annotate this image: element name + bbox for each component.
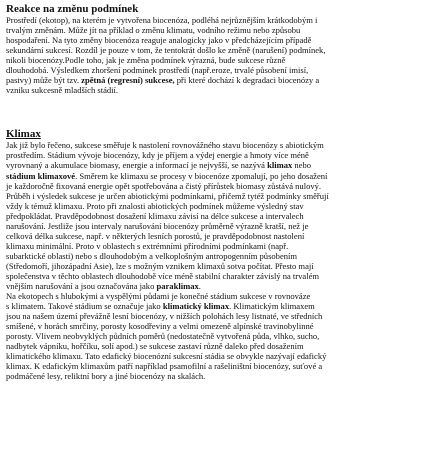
section-gap [6, 95, 442, 125]
text-run: při které dochází k degradaci biocenózy a vzniku sukcesně mladších stádií. [6, 75, 320, 96]
text-run: . Klimatickým klimaxem jsou na našem území převážně lesní biocenózy, v nižších polohách lesy listnaté, ve středních smíšené, v horách smrčiny, porosty kosodřeviny a velmi omezeně alpínské travinobylinné porosty. Vlivem neobvyklých půdních poměrů (nedostatečně vytvořená půda, vlhko, sucho, nadbytek vápníku, hořčíku, solí apod.) se sukcese zastaví různě daleko před dosažením klimatického klimaxu. Tato edafický biocenózní sukcesní stádia se obvykle nazývají edafický klimax. K edafickým klimaxům patří například psamofilní a rašeliništní biocenózy, suťové a podmáčené lesy, reliktní bory a jiné biocenózy na skalách. [6, 301, 327, 382]
bold-term: klimax [267, 160, 293, 171]
text-run: Prostředí (ekotop), na kterém je vytvořena biocenóza, podléhá nejrůznějším krátkodobým i trvalým změnám. Může jít na příklad o změnu klimatu, vodního režimu nebo způsobu hospodaření. Na tyto změny biocenóza reaguje analogicky jako v předcházejícím případě sekundární sukcesí. Rozdíl je pouze v tom, že tentokrát došlo ke změně (narušení) podmínek, nikoli biocenózy.Podle toho, jak je změna podmínek výrazná, bude sukcese různě dlouhodobá. Výsledkem zhoršení podmínek prostředí (např.eroze, trvalé působení imisí, pastvy) může být tzv. [6, 15, 326, 86]
paragraph-reakce [6, 15, 442, 95]
paragraph-klimax-2 [6, 291, 442, 381]
section-title-klimax: Klimax [6, 128, 41, 141]
paragraph-klimax-1 [6, 140, 442, 291]
bold-term: klimatický klimax [162, 301, 230, 312]
text-run: Na ekotopech s hlubokými a vyspělými půdami je konečné stádium sukcese v rovnováze s klimatem. Takové stádium se označuje jako [6, 291, 311, 312]
section-title-reakce: Reakce na změnu podmínek [6, 3, 139, 15]
text-run: . [198, 281, 201, 292]
text-run: nebo [294, 160, 312, 171]
bold-term: paraklimax [156, 281, 199, 292]
text-run: . Směrem ke klimaxu se procesy v biocenóze zpomalují, po jeho dosažení je každoročně fixovaná energie opět spotřebována a čistý přírůstek biomasy zůstává nulový. Průběh i výsledek sukcese je určen abiotickými podmínkami, přičemž tytéž podmínky směřují vždy k témuž klimaxu. Proto při znalosti abiotických podmínek můžeme výsledný stav předpokládat. Pravděpodobnost dosažení klimaxu závisí na délce sukcese a intervalech narušování. Jestliže jsou intervaly narušování biocenózy průměrně výrazně kratší, než je celková délka sukcese, např. v některých lesních porostů, je pravděpodobnost nastolení klimaxu minimální. Proto v oblastech s extrémními přírodními podmínkami (např. subarktické oblasti) nebo s dlouhodobým a velkoplošným antropogenním působením (Středomoří, jihozápadní Asie), lze s možným vznikem klimaxů sotva počítat. Přesto mají společenstva v těchto oblastech dlouhodobě více méně stabilní charakter závislý na trvalém vnějším narušování a jsou označována jako [6, 170, 329, 292]
text-run: Jak již bylo řečeno, sukcese směřuje k nastolení rovnovážného stavu biocenózy s abiotickým prostředím. Stádium vývoje biocenózy, kdy je příjem a výdej energie a hmoty více méně vyrovnaný a akumulace biomasy, energie a informací je nejvyšší, se nazývá [6, 140, 324, 171]
bold-term: zpětná (regresní) sukcese, [81, 75, 175, 86]
bold-term: stádium klimaxové [6, 170, 76, 181]
